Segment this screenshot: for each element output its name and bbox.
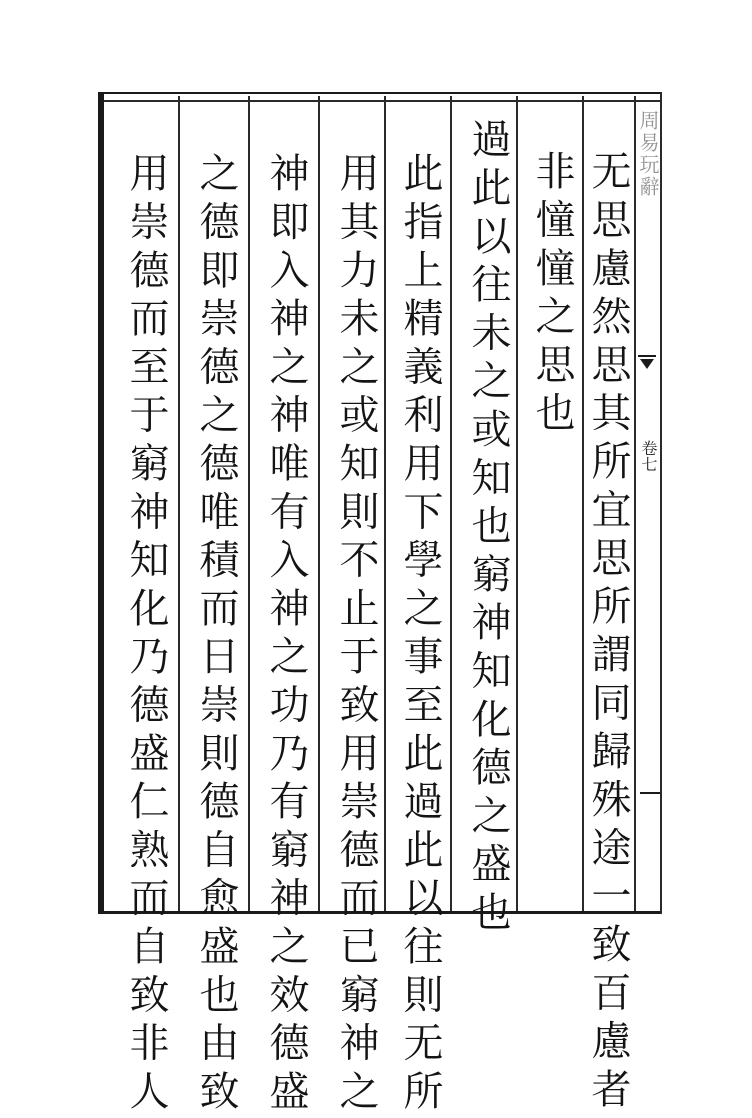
text-column-1: 无思慮然思其所宜思所謂同歸殊途一致百慮者 [585, 150, 631, 1116]
text-column-5: 用其力未之或知則不止于致用崇德而已窮神之 [333, 152, 379, 1118]
margin-juan-label: 卷七 [639, 440, 658, 472]
text-column-4: 此指上精義利用下學之事至此過此以往則无所 [397, 152, 443, 1118]
text-column-2: 非憧憧之思也 [529, 150, 575, 440]
frame-top-line [104, 100, 660, 102]
text-column-8: 用崇德而至于窮神知化乃德盛仁熟而自致非人 [123, 152, 169, 1118]
column-rule [248, 96, 250, 911]
column-rule [318, 96, 320, 911]
margin-tick [640, 792, 660, 794]
margin-book-title: 周易玩辭 [636, 110, 660, 198]
column-rule [178, 96, 180, 911]
text-column-7: 之德即崇德之德唯積而日崇則德自愈盛也由致 [193, 152, 239, 1118]
text-column-3: 過此以往未之或知也窮神知化德之盛也 [465, 118, 511, 940]
margin-strip-outer-rule [660, 92, 662, 914]
fishtail-mark-icon [638, 355, 656, 379]
text-column-6: 神即入神之神唯有入神之功乃有窮神之效德盛 [263, 152, 309, 1118]
